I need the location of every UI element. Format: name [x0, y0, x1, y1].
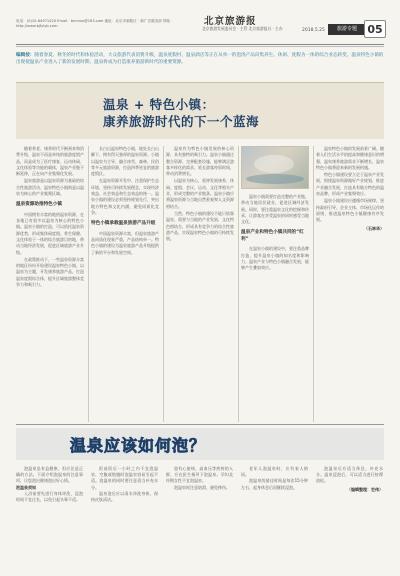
paragraph: 在温泉小镇的建设中，要注重品牌打造，提升温泉小镇的知名度和影响力。温泉产业与特色小镇融合发展，能够产生叠加效应。: [241, 246, 309, 271]
bottom-column-5: [316, 466, 383, 566]
publisher-line: 北京旅游发展委员会 · 主管 北京旅游报社 · 主办: [202, 26, 283, 31]
paragraph: 温泉旅游是以温泉资源为基础的综合性旅游活动，温泉特色小镇则是以温泉为核心的产业集聚区域。: [16, 178, 84, 197]
headline-line-1: 温泉 + 特色小镇：: [103, 97, 215, 112]
editor-note-label: 编辑按：: [16, 53, 35, 58]
paragraph: 温泉小镇需要打造完整的产业链，带动当地居民就业，促进区域经济发展。同时，要注重温泉文化的挖掘和传承，让游客在享受温泉的同时感受当地文化。: [241, 194, 309, 225]
section-subhead: 温泉资源助推特色小镇: [16, 202, 62, 208]
page-number: 05: [364, 20, 386, 38]
hot-spring-photo: [241, 146, 309, 189]
bottom-column-4: [241, 466, 308, 566]
bottom-columns: [16, 466, 384, 566]
article-columns: [16, 146, 384, 422]
paragraph: 泡温泉的最佳时间是每次15分钟左右，起身休息后再继续浸泡。: [241, 478, 308, 490]
contact-info: 电话：(0)10-64971420 Email：brcmxx@163.com 地址：北京市朝阳区 · 新广告服务部 网址：http://www.bjfylyb.com: [16, 19, 174, 28]
column-divider: [88, 146, 89, 422]
section-divider: [16, 424, 384, 425]
paragraph: 当然，特色小镇的建设不能只依靠温泉，需要与当地的产业发展、文化特色相结合，形成具有竞争力的综合性旅游产品，实现温泉特色小镇的可持续发展。: [166, 210, 234, 242]
paragraph: 泡温泉时注意防滑，避免摔伤。: [174, 484, 230, 490]
masthead-divider: [16, 44, 384, 45]
paragraph: 温泉特色小镇的发展前景广阔。随着人们生活水平的提高和健康意识的增强，温泉康养旅游需求不断增长，温泉特色小镇将迎来新的发展机遇。: [316, 146, 384, 170]
paragraph: 特色小镇建设要立足于温泉产业发展，围绕温泉资源做好产业规划，推进产业融合发展，打造具有地方特色的温泉品牌，形成产业集聚效应。: [316, 172, 384, 197]
paragraph: 饭前饭后一小时之内不宜泡温泉，空腹或饱腹时泡温泉容易引起不适。泡温泉的同时要注意适当补充水分。: [91, 466, 158, 490]
bottom-column-3: [166, 466, 233, 566]
section-label: 旅游专题: [328, 24, 366, 35]
paragraph: 随着养老、康养时代不断到来和消费升级，温泉不再是单纯的旅游度假产品，而是成为了医疗康复、运动休闲、文化体验等功能的载体，温泉产业链不断延伸，正在向产业集聚化发展。: [16, 146, 84, 177]
paragraph: 长白山温泉特色小镇，地处长白山脚下，拥有得天独厚的温泉资源。小镇以温泉为主导，融合冰雪、森林、民俗等多元旅游资源，打造四季皆宜的旅游度假区。: [91, 146, 159, 177]
column-divider: [313, 146, 314, 422]
photo-steam: [254, 155, 294, 173]
section-subhead: 泡温泉须知: [16, 484, 36, 490]
paragraph: 老年人泡温泉时，应有家人陪同。: [241, 466, 308, 478]
article-column-5: [316, 146, 384, 422]
paragraph: 以温泉为核心，延伸发展康养、休闲、度假、会议、运动、文化等相关产业，形成完整的产业链条。温泉小镇应将温泉资源与当地自然景观和人文资源相结合。: [166, 178, 234, 209]
headline-line-2: 康养旅游时代的下一个蓝海: [103, 114, 260, 129]
section-subhead: 特色小镇承载温泉旅游产品升级: [91, 221, 156, 227]
paragraph: 在政策推动下，一些温泉资源丰富的地区纷纷开始建设温泉特色小镇，以温泉为主题，开发康养旅游产品，打造温泉度假综合体，提升区域旅游整体竞争力和吸引力。: [16, 256, 84, 288]
article-column-4: [241, 146, 309, 422]
bottom-signature: （编辑整理：宏伟）: [347, 486, 383, 492]
newspaper-brand: 北京旅游报: [204, 16, 257, 27]
issue-date: 2018.5.25: [302, 28, 325, 33]
article-column-1: [16, 146, 84, 422]
column-divider: [238, 146, 239, 422]
masthead: [16, 10, 384, 40]
paragraph: 温泉小镇建设应遵循市场规律，坚持政府引导、企业主体、市场化运作的原则，推进温泉特色小镇健康有序发展。: [316, 198, 384, 223]
paragraph: 入浴前要先进行身体冲洗，浸泡时间不宜过长，以免引起头晕不适。: [16, 490, 83, 503]
article-column-2: [91, 146, 159, 422]
bottom-headline: 温泉应该如何泡？: [70, 436, 207, 455]
paragraph: 泡温泉虽有益健康，但应注意正确的方法。下面介绍泡温泉的注意事项，让您泡出健康泡出好心情。: [16, 466, 83, 484]
bottom-column-2: [91, 466, 158, 566]
editor-note-text: 随着春夏、秋冬的时代和体验活动，大众旅游代表消费升级，温泉度假村、温泉酒店等正在从单一的泡汤产品向集养生、休闲、度假为一体的综合业态转变。温泉特色小镇的出现使温泉产业进入了新的发展时期，温泉将成为打造康养旅游新时代的重要资源。: [16, 53, 384, 65]
headline-banner: [16, 82, 384, 139]
paragraph: 中国温泉资源丰富，但温泉旅游产品同质化现象严重，产品结构单一。特色小镇的建设为温泉旅游产品升级提供了新的平台和发展空间。: [91, 230, 159, 255]
bottom-column-1: [16, 466, 83, 566]
column-divider: [163, 146, 164, 422]
article-signature: （石林华）: [364, 225, 384, 231]
paragraph: 在温泉资源开发中，注重保护生态环境，坚持可持续发展理念，实现经济效益、社会效益和生态效益的统一。温泉小镇的建设必须坚持规划先行，突出地方特色和文化内涵，避免同质化竞争。: [91, 178, 159, 215]
section-subhead: 温泉产业和特色小镇共同的“红利”: [241, 230, 304, 242]
paragraph: 温泉作为特色小镇发展的核心资源，具有独特的吸引力。温泉小镇通过整合资源、完善配套设施，能够满足游客多样化的需求，延长游客停留时间，带动消费增长。: [166, 146, 234, 177]
photo-pool: [246, 174, 304, 184]
paragraph: 温泉泡后应以清水冲洗身体，保持皮肤清洁。: [91, 490, 158, 503]
article-column-3: [166, 146, 234, 422]
masthead-divider-thin: [16, 46, 384, 47]
paragraph: 泡温泉后应适当休息，补充水分。温泉浸泡后，可以适当进行按摩放松。: [316, 466, 383, 484]
paragraph: 患有心脏病、高血压等疾病的人群，应在医生指导下泡温泉。孕妇及经期女性不宜泡温泉。: [166, 466, 233, 484]
editor-note: [16, 53, 384, 66]
paragraph: 中国拥有丰富的地热温泉资源，在各地已有很多以温泉为核心的特色小镇。温泉小镇的打造，可以依托温泉资源优势，形成集休闲度假、养生保健、文化体验于一体的综合旅游目的地，带动当地经济发展，促进区域旅游产业升级。: [16, 211, 84, 255]
